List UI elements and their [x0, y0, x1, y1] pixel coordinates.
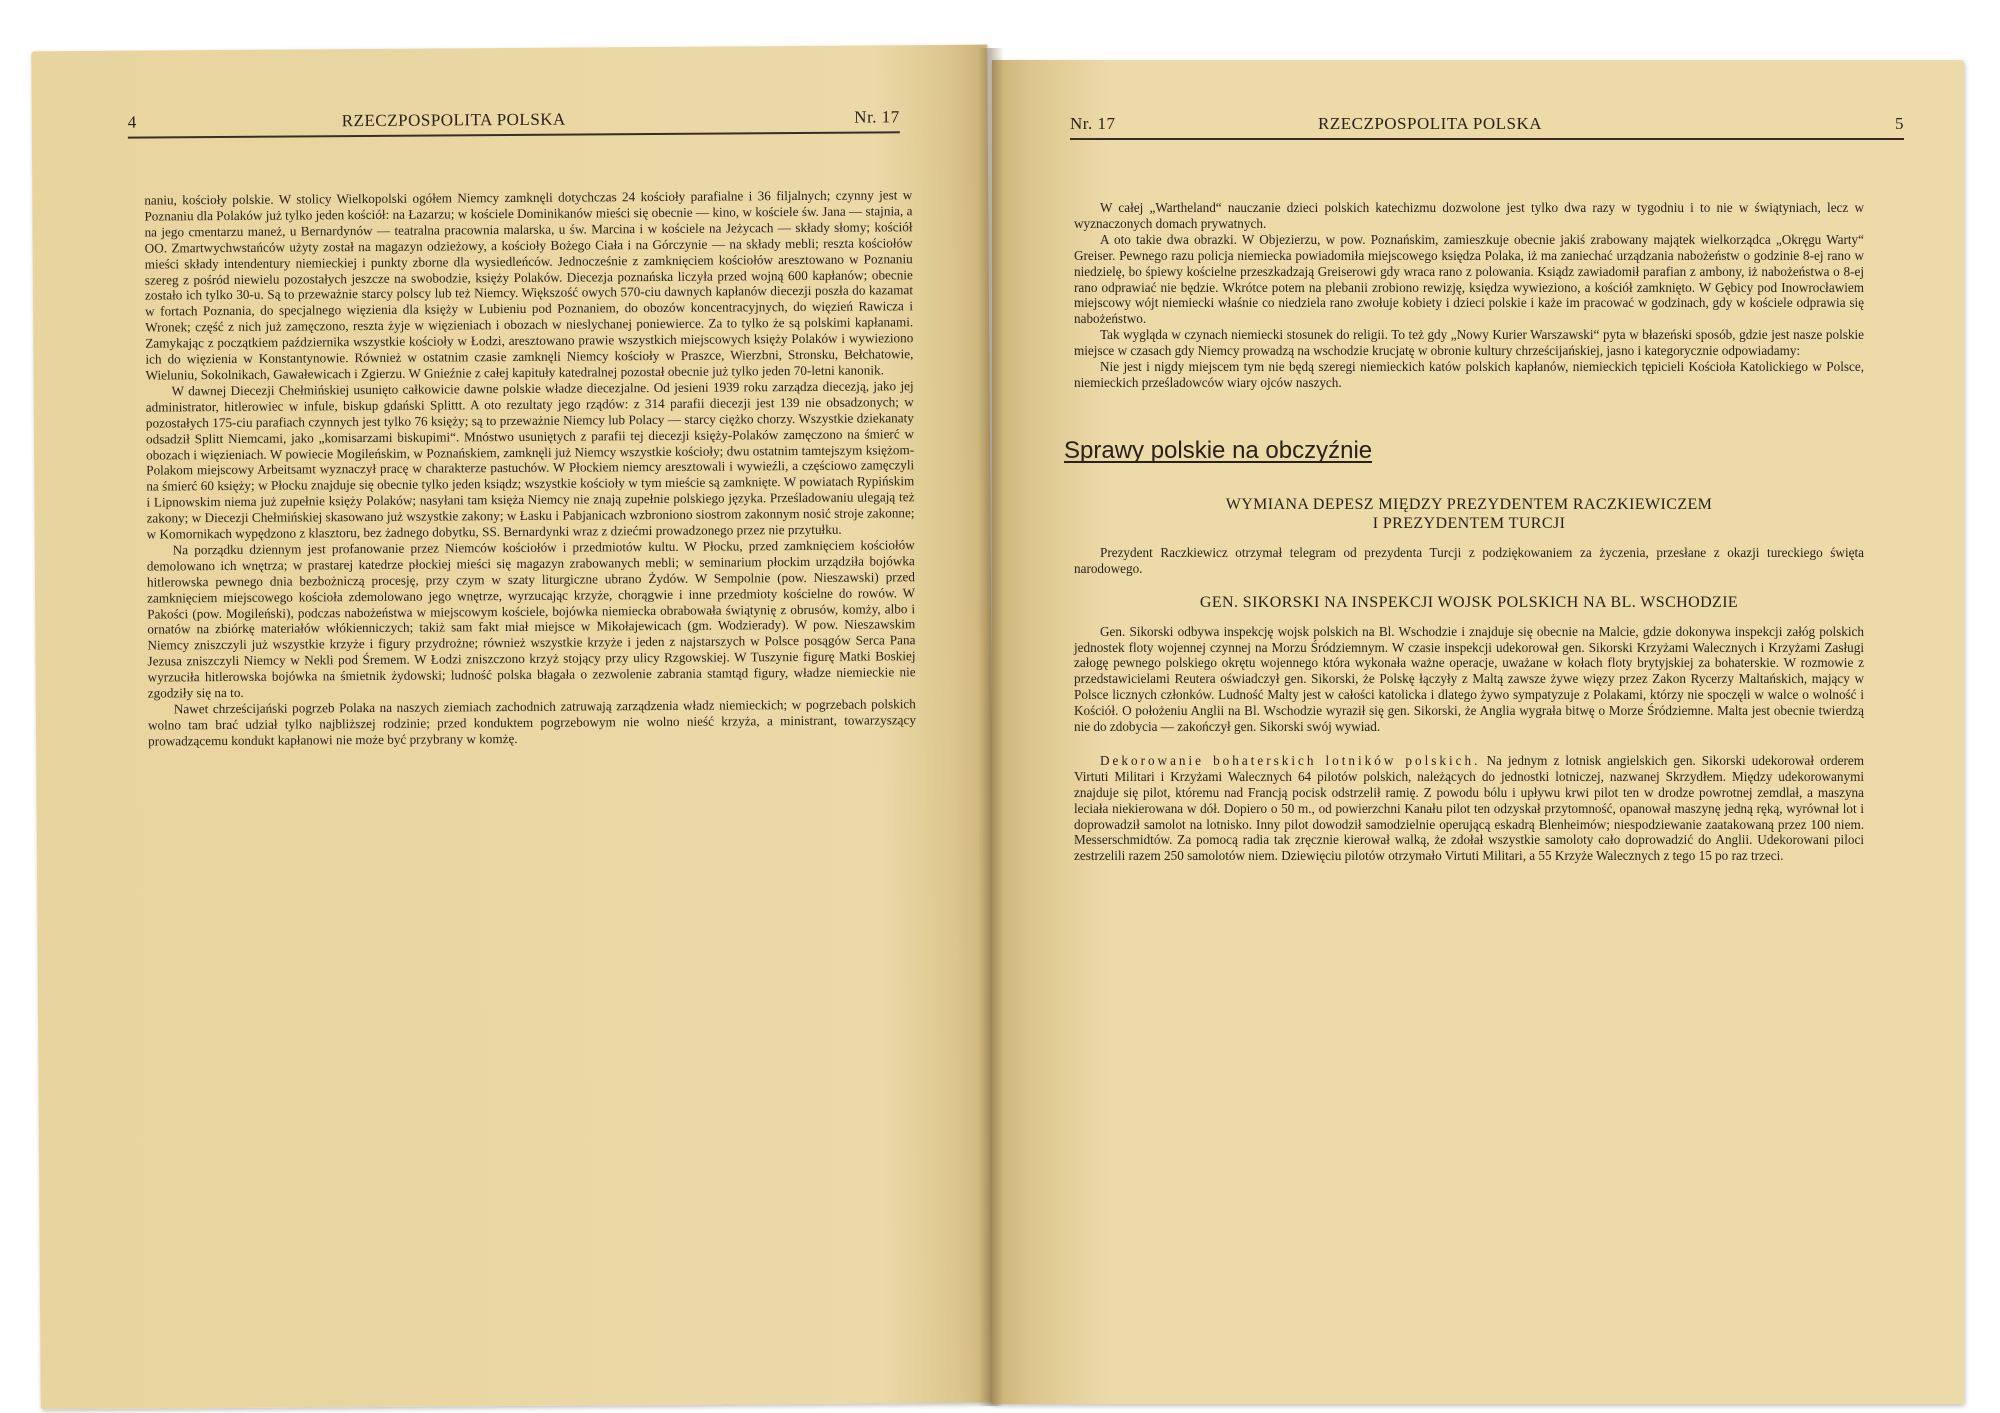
left-header-rule — [128, 131, 900, 138]
article1-headline — [1074, 495, 1864, 533]
left-page-number: 4 — [127, 112, 137, 132]
left-column — [144, 187, 916, 749]
left-paragraph-3: Na porządku dziennym jest profanowanie przez Niemców kościołów i przedmiotów kultu. W Płocku, przed zamknięciem kościołów demolowano ich wnętrza; w prastarej katedrze płockiej mieści się magazyn zrabowanych mebli; w seminarium płockim urządziła bojówka hitlerowska pewnego dnia bezbożniczą procesję, przy czym w szaty liturgiczne ubrano Żydów. W Sempolnie (pow. Nieszawski) przed zamknięciem miejscowego kościoła zdemolowano jego wnętrze, wyrzucając krzyże, chorągwie i inne przedmioty kościelne do rowów. W Pakości (pow. Mogileński), podczas nabożeństwa w miejscowym kościele, bojówka niemiecka obrabowała świątynię z obrusów, komży, albo i ornatów na zbiórkę materiałów włókienniczych; takiż sam fakt miał miejsce w Mikołajewicach (gm. Wodzierady). W pow. Nieszawskim Niemcy zniszczyli już wszystkie krzyże i figury przydrożne; również wszystkie krzyże i jeden z najstarszych w Polsce posągów Serca Pana Jezusa zniszczyli Niemcy w Nekli pod Śremem. W Łodzi zniszczono krzyż stojący przy ulicy Rzgowskiej. W Tuszynie figurę Matki Boskiej wyrzuciła hitlerowska bojówka na śmietnik żydowski; ludność polska błagała o zezwolenie zabrania stamtąd figury, władze niemieckie nie zgodziły się na to. — [146, 537, 916, 701]
left-paragraph-1: naniu, kościoły polskie. W stolicy Wielkopolski ogółem Niemcy zamknęli dotychczas 24 kościoły parafialne i 36 filjalnych; czynny jest w Poznaniu dla Polaków już tylko jeden kościół: na Łazarzu; w kościele Dominikanów mieści się obecnie — kino, w kościele św. Jana — stajnia, a na jego cmentarzu maneż, u Bernardynów — teatralna pracownia malarska, u św. Marcina i w kościele na Jeżycach — składy słomy; kościół OO. Zmartwychwstańców użyty został na magazyn odzieżowy, a kościoły Bożego Ciała i na Górczynie — na składy mebli; reszta kościołów mieści składy intendentury niemieckiej i punkty zborne dla wysiedleńców. Jednocześnie z zamknięciem kościołów aresztowano w Poznaniu szereg z pośród niewielu pozostałych jeszcze na swobodzie, księży Polaków. Diecezja poznańska liczyła przed wojną 600 kapłanów; obecnie zostało ich tylko 30-u. Są to przeważnie starcy polscy lub też Niemcy. Większość owych 570-ciu dawnych kapłanów diecezji poszła do kazamat w fortach Poznania, do specjalnego więzienia dla księży w Lubieniu pod Poznaniem, do obozów koncentracyjnych, do więzień Rawicza i Wronek; część z nich już zamęczono, reszta żyje w więzieniach i obozach w nieslychanej poniewierce. Za to tylko że są polskimi kapłanami. Zamykając z początkiem października wszystkie kościoły w Łodzi, aresztowano prawie wszystkich miejscowych księży Polaków i wywieziono ich do więzienia w Konstantynowie. Również w ostatnim czasie zamknęli Niemcy kościoły w Praszce, Wierzbni, Stronsku, Bełchatowie, Wieluniu, Sokolnikach, Gawałewicach i Zgierzu. W Gnieźnie z całej kapituły katedralnej pozostał obecnie już tylko jeden 70-letni kanonik. — [144, 187, 914, 383]
article1-text: Prezydent Raczkiewicz otrzymał telegram od prezydenta Turcji z podziękowaniem za życzenia, przesłane z okazji tureckiego święta narodowego. — [1074, 544, 1864, 576]
left-masthead: RZECZPOSPOLITA POLSKA — [341, 109, 566, 131]
section-heading: Sprawy polskie na obczyźnie — [1064, 436, 1373, 464]
left-page — [31, 45, 996, 1410]
right-intro-3: Tak wygląda w czynach niemiecki stosunek do religii. To też gdy „Nowy Kurier Warszawski“ pyta w błazeński sposób, gdzie jest nasze polskie miejsce w czasach gdy Niemcy prowadzą na wschodzie krucjatę w obronie kultury chrześcijańskiej, jasno i kategorycznie odpowiadamy: — [1074, 327, 1864, 359]
article3-paragraph — [1074, 753, 1864, 864]
article1-headline-line2: I PREZYDENTEM TURCJI — [1372, 514, 1566, 532]
right-intro-2: A oto takie dwa obrazki. W Objezierzu, w pow. Poznańskim, zamieszkuje obecnie jakiś zrabowany majątek wielkorządca „Okręgu Warty“ Greiser. Pewnego razu policja niemiecka powiadomiła miejscowego księdza Polaka, iż ma zaniechać urządzania nabożeństw o godzinie 8-ej rano w niedzielę, bo śpiewy kościelne przeszkadzają Greiserowi gdy wraca rano z polowania. Ksiądz zawiadomił parafian z ambony, iż nabożeństwa o 8-ej rano odprawiać nie będzie. Wkrótce potem na plebanii zrobiono rewizję, księdza wywieziono, a kościół zamknięto. W Gębicy pod Inowrocławiem miejscowy wójt niemiecki właśnie co niedziela rano zwołuje kobiety i dzieci polskie i każe im pracować w godzinach, gdy w kościele odprawia się nabożeństwo. — [1074, 231, 1864, 327]
left-paragraph-2: W dawnej Diecezji Chełmińskiej usunięto całkowicie dawne polskie władze diecezjalne. Od jesieni 1939 roku zarządza diecezją, jako jej administrator, hitlerowiec w infule, biskup gdański Splittt. A oto rezultaty jego rządów: z 314 parafii diecezji jest 139 nie obsadzonych; w pozostałych 175-ciu parafiach czynnych jest tylko 76 księży; są to przeważnie Niemcy lub Polacy — starcy ciężko chorzy. Wszystkie dziekanaty odsadził Splitt Niemcami, jako „komisarzami biskupimi“. Mnóstwo usuniętych z parafii tej diecezji księży-Polaków zamęczono na śmierć w obozach i więzieniach. W powiecie Mogileńskim, w Poznańskiem, zamknęli już Niemcy wszystkie kościoły; dwu ostatnim tamtejszym księżom-Polakom miejscowy Arbeitsamt wyznaczył pracę w charakterze pastuchów. W Płockiem niemcy aresztowali i wywieźli, a częściowo zamęczyli na śmierć 60 księży; w Płocku znajduje się obecnie tylko jeden ksiądz; wszystkie kościoły w tym mieście są zamknięte. W powiatach Rypińskim i Lipnowskim niema już zupełnie księży Polaków; nasyłani tam księża Niemcy nie znają zupełnie polskiego języka. Prześladowaniu ulegają też zakony; w Diecezji Chełmińskiej skasowano już wszystkie zakony; w Łasku i Pabjanicach wzbroniono siostrom zakonnym nosić stroje zakonne; w Komornikach wypędzono z klasztoru, bez żadnego dobytku, SS. Bernardynki wraz z dziećmi prowadzonego przez nie przytułku. — [145, 378, 915, 542]
right-page-number: 5 — [1895, 114, 1904, 133]
right-intro-4: Nie jest i nigdy miejscem tym nie będą szeregi niemieckich katów polskich kapłanów, niemieckich tępicieli Kościoła Katolickiego w Polsce, niemieckich prześladowców wiary ojców naszych. — [1074, 359, 1864, 390]
left-issue-number: Nr. 17 — [854, 107, 900, 127]
left-running-head — [127, 107, 900, 132]
article2-headline: GEN. SIKORSKI NA INSPEKCJI WOJSK POLSKICH NA BL. WSCHODZIE — [1199, 593, 1739, 611]
left-paragraph-4: Nawet chrześcijański pogrzeb Polaka na naszych ziemiach zachodnich zatruwają zarządzenia władz niemieckich; w pogrzebach polskich wolno tam brać udział tylko najbliższej rodzinie; przed konduktem pogrzebowym nie wolno nieść krzyża, a ministrant, towarzyszący prowadzącemu kondukt kapłanowi nie może być przybrany w komżę. — [147, 696, 917, 749]
right-masthead: RZECZPOSPOLITA POLSKA — [1318, 114, 1543, 133]
right-header-rule — [1070, 138, 1904, 140]
right-intro-1: W całej „Wartheland“ nauczanie dzieci polskich katechizmu dozwolone jest tylko dwa razy w tygodniu i to nie w świątyniach, lecz w wyznaczonych domach prywatnych. — [1074, 200, 1864, 231]
article1-headline-line1: WYMIANA DEPESZ MIĘDZY PREZYDENTEM RACZKIEWICZEM — [1225, 495, 1713, 513]
binding-gutter — [978, 48, 1004, 1406]
right-column — [1064, 200, 1864, 864]
right-page — [992, 60, 1964, 1404]
article2-text: Gen. Sikorski odbywa inspekcję wojsk polskich na Bl. Wschodzie i znajduje się obecnie na Malcie, gdzie dokonywa inspekcji załóg polskich jednostek floty wojennej czynnej na Morzu Śródziemnym. W czasie inspekcji udekorował gen. Sikorski Krzyżami Walecznych i Krzyżami Zasługi załogę pewnego polskiego okrętu wojennego która wykonała ważne operacje, uważane w kołach floty brytyjskiej za bohaterskie. W rozmowie z przedstawicielami Reutera oświadczył gen. Sikorski, że Polskę łączyły z Maltą zawsze żywe więzy przez Zakon Rycerzy Maltańskich, mający w Polsce licznych członków. Ludność Malty jest w całości katolicka i dlatego żywo sympatyzuje z Polakami, którzy nie spoczęli w walce o wolność i Kościół. O położeniu Anglii na Bl. Wschodzie wyraził się gen. Sikorski, że Anglia wygrała bitwę o Morze Śródziemne. Malta jest obecnie twierdzą nie do zdobycia — zakończył gen. Sikorski swój wywiad. — [1074, 623, 1864, 735]
article3-lead: Dekorowanie bohaterskich lotników polskich. — [1100, 752, 1481, 768]
article3-text: Na jednym z lotnisk angielskich gen. Sikorski udekorował orderem Virtuti Militari i Krzyżami Walecznych 64 pilotów polskich, należących do jednostki lotniczej, nazwanej Skrzydłem. Między udekorowanymi znajduje się pilot, któremu nad Francją pocisk odstrzelił ramię. Z powodu bólu i upływu krwi pilot ten w drodze powrotnej zemdlał, a maszyna leciała niekierowana w dół. Dopiero o 50 m., od powierzchni Kanału pilot ten odzyskał przytomność, opanował maszynę jedną ręką, wyrównał lot i doprowadził samolot na lotnisko. Inny pilot dowodził samodzielnie operującą eskadrą Blenheimów; niespodziewanie zaatakowaną przez 100 niem. Messerschmidtów. Za pomocą radia tak zręcznie kierował walką, że zdołał wszystkie samoloty cało doprowadzić do Anglii. Udekorowani piloci zestrzelili razem 250 samolotów niem. Dziewięciu pilotów otrzymało Virtuti Militari, a 55 Krzyże Walecznych z tego 15 po raz trzeci. — [1074, 752, 1864, 864]
right-issue-number: Nr. 17 — [1070, 114, 1116, 133]
